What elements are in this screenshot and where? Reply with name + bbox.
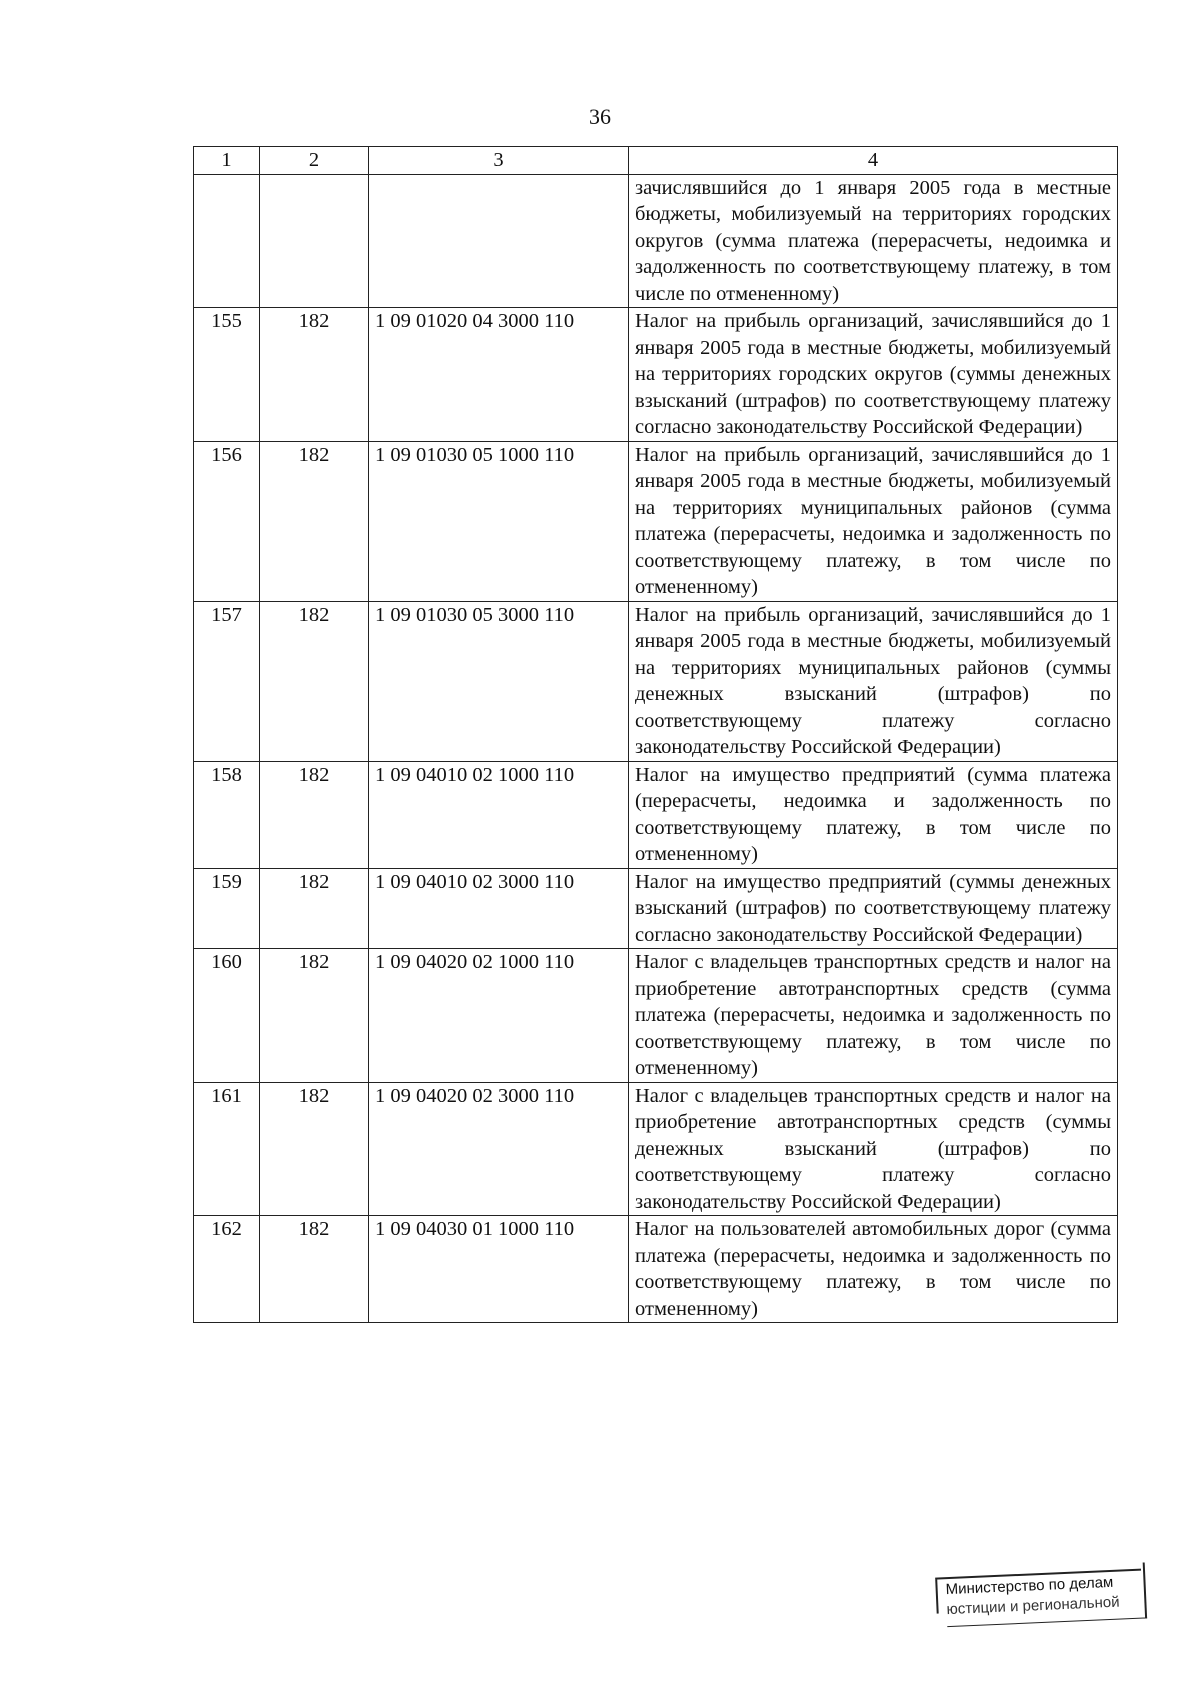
stamp-text-line-2: юстиции и региональной <box>946 1593 1120 1619</box>
table-row <box>194 761 1118 868</box>
row-number-cell: 161 <box>194 1082 260 1216</box>
budget-code-cell: 1 09 01030 05 3000 110 <box>369 601 629 761</box>
admin-code-cell: 182 <box>260 601 369 761</box>
row-number-cell: 160 <box>194 949 260 1083</box>
budget-code-cell: 1 09 04010 02 1000 110 <box>369 761 629 868</box>
admin-code-cell: 182 <box>260 761 369 868</box>
table-row <box>194 308 1118 442</box>
row-number-cell: 158 <box>194 761 260 868</box>
row-number-cell: 157 <box>194 601 260 761</box>
budget-code-cell: 1 09 01030 05 1000 110 <box>369 441 629 601</box>
description-cell: Налог на прибыль организаций, зачислявшийся до 1 января 2005 года в местные бюджеты, мобилизуемый на территориях муниципальных районов (сумма платежа (перерасчеты, недоимка и задолженность по соответствующему платежу, в том числе по отмененному) <box>629 441 1118 601</box>
budget-code-cell: 1 09 04010 02 3000 110 <box>369 868 629 949</box>
description-cell: Налог на прибыль организаций, зачислявшийся до 1 января 2005 года в местные бюджеты, мобилизуемый на территориях городских округов (суммы денежных взысканий (штрафов) по соответствующему платежу согласно законодательству Российской Федерации) <box>629 308 1118 442</box>
description-cell: зачислявшийся до 1 января 2005 года в местные бюджеты, мобилизуемый на территориях городских округов (сумма платежа (перерасчеты, недоимка и задолженность по соответствующему платежу, в том числе по отмененному) <box>629 174 1118 308</box>
stamp-border <box>947 1617 1147 1627</box>
table-row <box>194 1082 1118 1216</box>
description-cell: Налог с владельцев транспортных средств и налог на приобретение автотранспортных средств (суммы денежных взысканий (штрафов) по соответствующему платежу согласно законодательству Российской Федерации) <box>629 1082 1118 1216</box>
row-number-cell <box>194 174 260 308</box>
description-cell: Налог на пользователей автомобильных дорог (сумма платежа (перерасчеты, недоимка и задолженность по соответствующему платежу, в том числе по отмененному) <box>629 1216 1118 1323</box>
description-cell: Налог на прибыль организаций, зачислявшийся до 1 января 2005 года в местные бюджеты, мобилизуемый на территориях муниципальных районов (суммы денежных взысканий (штрафов) по соответствующему платежу согласно законодательству Российской Федерации) <box>629 601 1118 761</box>
description-cell: Налог с владельцев транспортных средств и налог на приобретение автотранспортных средств (сумма платежа (перерасчеты, недоимка и задолженность по соответствующему платежу, в том числе по отмененному) <box>629 949 1118 1083</box>
header-col-4: 4 <box>629 147 1118 175</box>
description-cell: Налог на имущество предприятий (суммы денежных взысканий (штрафов) по соответствующему платежу согласно законодательству Российской Федерации) <box>629 868 1118 949</box>
table-row <box>194 1216 1118 1323</box>
header-col-2: 2 <box>260 147 369 175</box>
stamp-text-line-1: Министерство по делам <box>945 1573 1114 1599</box>
description-cell: Налог на имущество предприятий (сумма платежа (перерасчеты, недоимка и задолженность по соответствующему платежу, в том числе по отмененному) <box>629 761 1118 868</box>
admin-code-cell: 182 <box>260 1216 369 1323</box>
header-col-3: 3 <box>369 147 629 175</box>
row-number-cell: 159 <box>194 868 260 949</box>
stamp-border <box>935 1580 938 1614</box>
admin-code-cell: 182 <box>260 949 369 1083</box>
row-number-cell: 156 <box>194 441 260 601</box>
admin-code-cell: 182 <box>260 1082 369 1216</box>
budget-code-cell: 1 09 04020 02 3000 110 <box>369 1082 629 1216</box>
admin-code-cell: 182 <box>260 868 369 949</box>
ministry-stamp <box>935 1562 1147 1627</box>
table-row <box>194 601 1118 761</box>
admin-code-cell <box>260 174 369 308</box>
budget-classification-table <box>193 146 1118 1323</box>
table-row <box>194 949 1118 1083</box>
row-number-cell: 155 <box>194 308 260 442</box>
header-col-1: 1 <box>194 147 260 175</box>
table-row <box>194 868 1118 949</box>
table-row <box>194 441 1118 601</box>
budget-code-cell: 1 09 04030 01 1000 110 <box>369 1216 629 1323</box>
row-number-cell: 162 <box>194 1216 260 1323</box>
budget-code-cell <box>369 174 629 308</box>
page-number: 36 <box>589 104 611 129</box>
table-header-row <box>194 147 1118 175</box>
stamp-border <box>1143 1562 1147 1618</box>
table-row <box>194 174 1118 308</box>
budget-code-cell: 1 09 01020 04 3000 110 <box>369 308 629 442</box>
admin-code-cell: 182 <box>260 308 369 442</box>
budget-code-cell: 1 09 04020 02 1000 110 <box>369 949 629 1083</box>
admin-code-cell: 182 <box>260 441 369 601</box>
